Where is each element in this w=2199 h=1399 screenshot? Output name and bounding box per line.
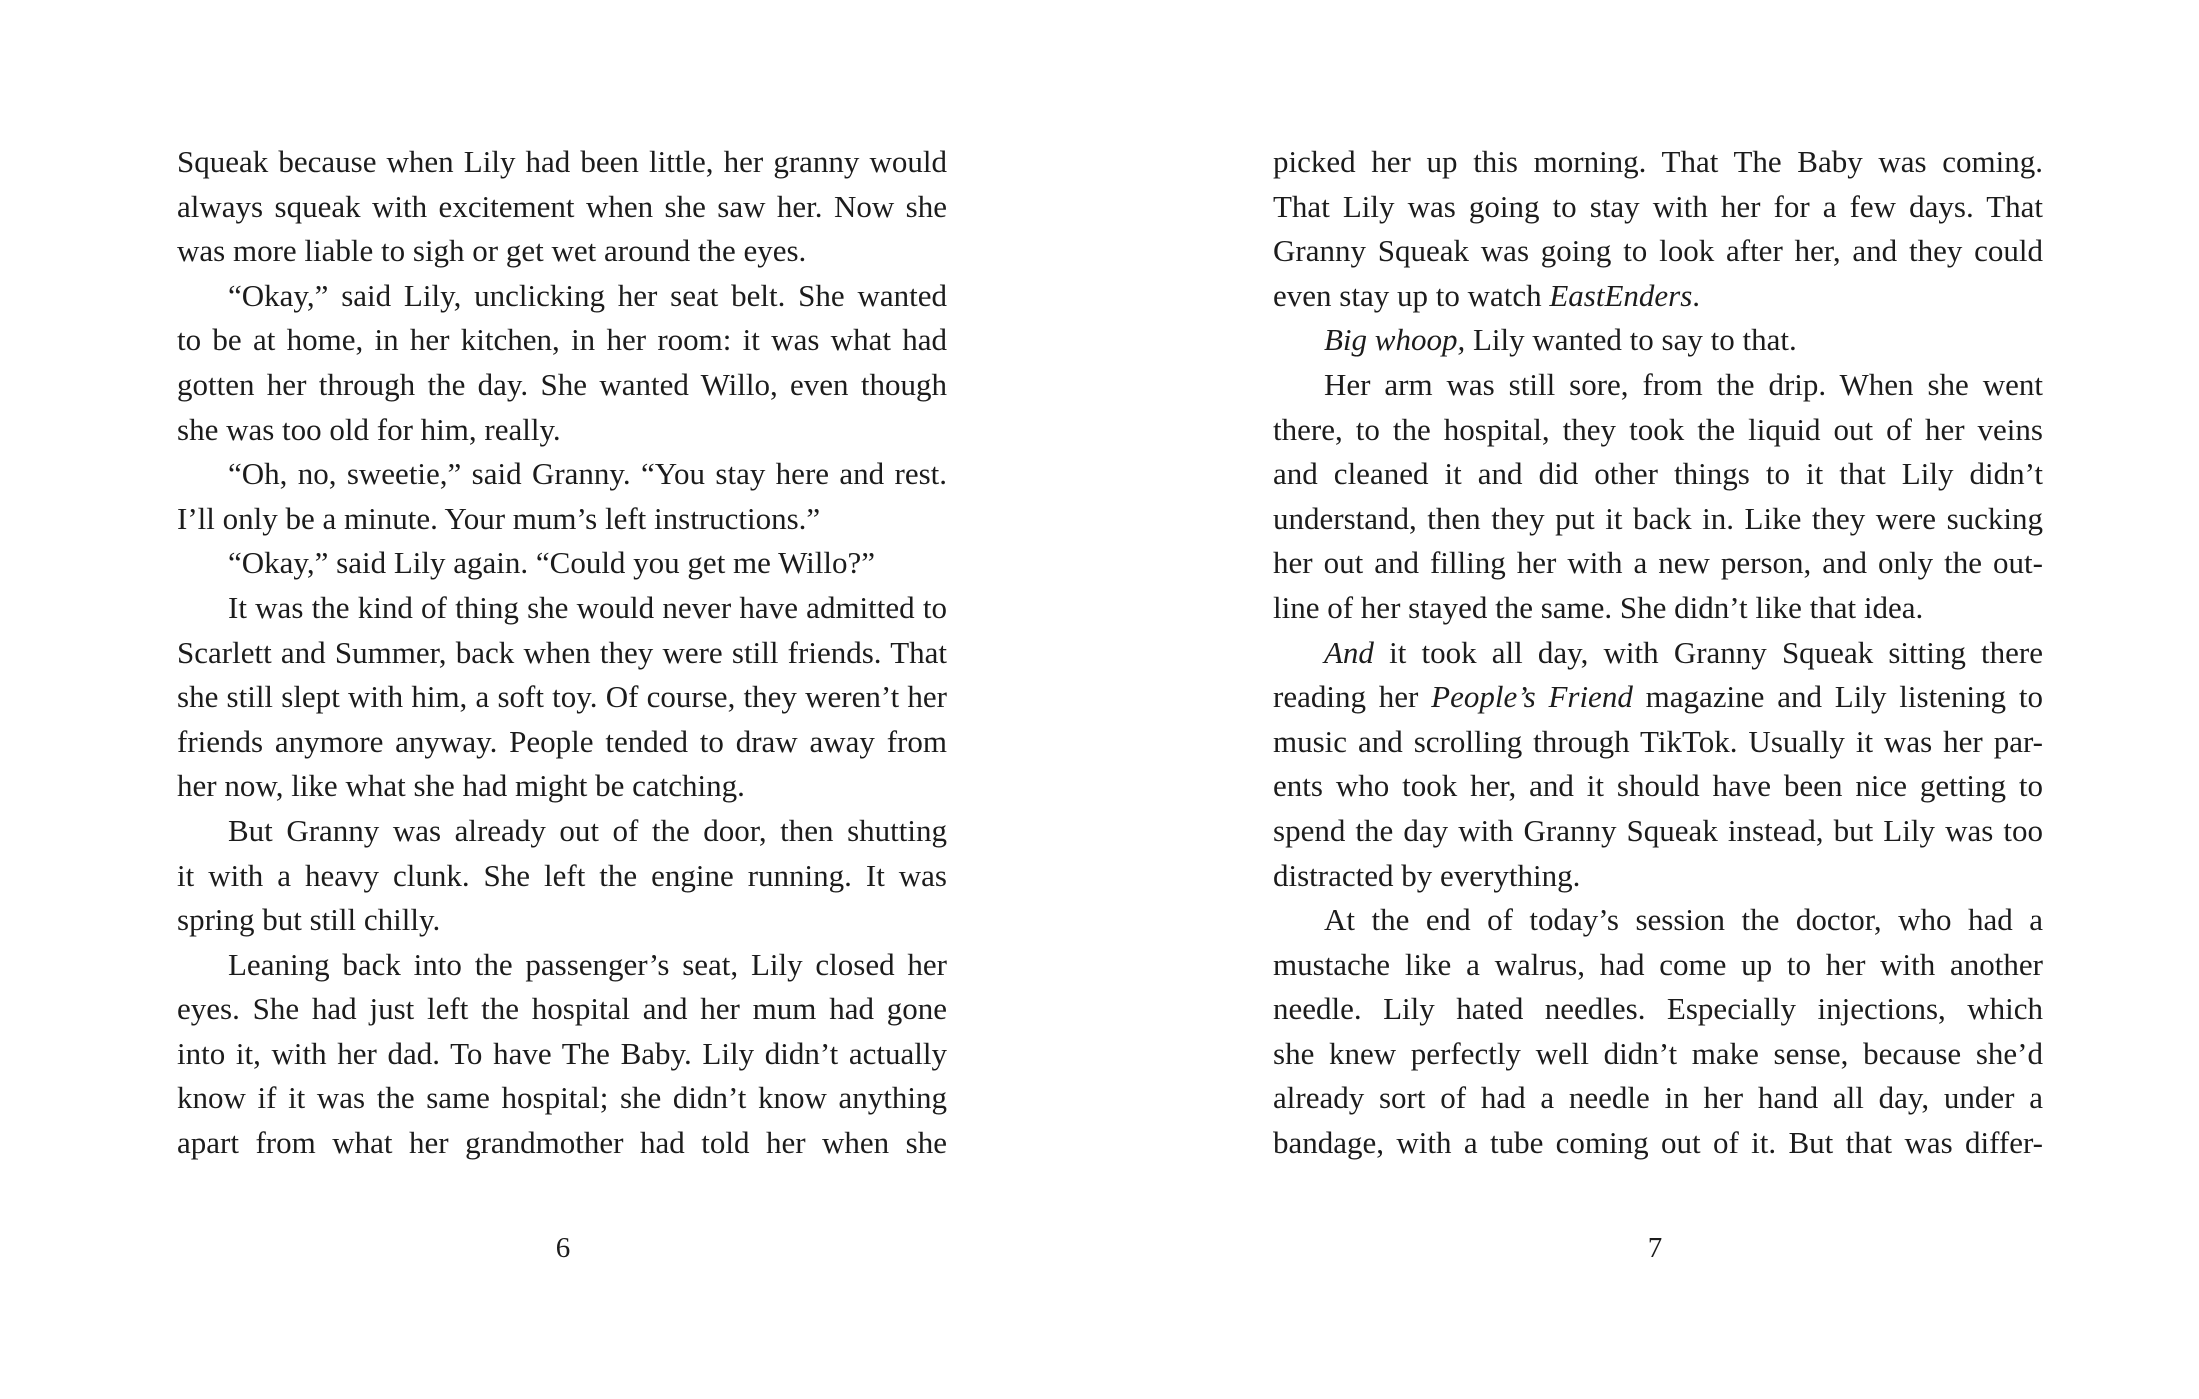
text-line: eyes. She had just left the hospital and her mum had gone: [177, 991, 947, 1027]
text-line: always squeak with excitement when she saw her. Now she: [177, 188, 947, 224]
text-line: “Okay,” said Lily, unclicking her seat belt. She wanted: [228, 277, 947, 313]
text-line: she knew perfectly well didn’t make sense, because she’d: [1273, 1035, 2043, 1071]
text-line: I’ll only be a minute. Your mum’s left instructions.”: [177, 500, 821, 536]
text-line: gotten her through the day. She wanted Willo, even though: [177, 366, 947, 402]
text-line: Granny Squeak was going to look after her, and they could: [1273, 233, 2043, 269]
text-line: was more liable to sigh or get wet around the eyes.: [177, 233, 807, 269]
text-line: “Oh, no, sweetie,” said Granny. “You stay here and rest.: [228, 456, 947, 492]
text-run: it took all day, with Granny Squeak sitting there: [1373, 634, 2043, 670]
right-page: [1099, 0, 2199, 1399]
text-run: reading her: [1273, 679, 1432, 715]
text-line: [1273, 631, 2043, 676]
text-line: apart from what her grandmother had told her when she: [177, 1125, 947, 1161]
text-line: [1273, 675, 2043, 720]
italic-title: EastEnders: [1549, 277, 1693, 313]
italic-word: And: [1324, 634, 1374, 670]
text-line: her out and filling her with a new person, and only the out-: [1273, 545, 2043, 581]
text-line: That Lily was going to stay with her for a few days. That: [1273, 188, 2043, 224]
text-line: to be at home, in her kitchen, in her room: it was what had: [177, 322, 947, 358]
left-page: [0, 0, 1099, 1399]
right-page-text: [1273, 140, 2043, 1166]
text-line: [1273, 318, 2043, 363]
text-line: there, to the hospital, they took the liquid out of her veins: [1273, 411, 2043, 447]
text-run: Lily wanted to say to that.: [1465, 322, 1797, 358]
italic-title: People’s Friend: [1431, 679, 1633, 715]
text-line: spring but still chilly.: [177, 902, 441, 938]
text-line: ents who took her, and it should have been nice getting to: [1273, 768, 2043, 804]
text-line: understand, then they put it back in. Like they were sucking: [1273, 500, 2043, 536]
text-line: distracted by everything.: [1273, 857, 1581, 893]
text-line: bandage, with a tube coming out of it. But that was differ-: [1273, 1125, 2043, 1161]
text-line: she was too old for him, really.: [177, 411, 561, 447]
text-line: already sort of had a needle in her hand all day, under a: [1273, 1080, 2043, 1116]
text-line: into it, with her dad. To have The Baby. Lily didn’t actually: [177, 1035, 947, 1071]
text-line: At the end of today’s session the doctor, who had a: [1324, 902, 2043, 938]
text-line: it with a heavy clunk. She left the engine running. It was: [177, 857, 947, 893]
italic-phrase: Big whoop,: [1324, 322, 1466, 358]
page-number: 7: [1647, 1232, 1663, 1264]
text-line: mustache like a walrus, had come up to her with another: [1273, 946, 2043, 982]
page-number: 6: [555, 1232, 571, 1264]
text-line: It was the kind of thing she would never have admitted to: [228, 589, 947, 625]
text-line: line of her stayed the same. She didn’t like that idea.: [1273, 589, 1924, 625]
text-line: Leaning back into the passenger’s seat, Lily closed her: [228, 946, 947, 982]
text-line: But Granny was already out of the door, then shutting: [228, 812, 947, 848]
text-line: and cleaned it and did other things to it that Lily didn’t: [1273, 456, 2043, 492]
text-line: spend the day with Granny Squeak instead, but Lily was too: [1273, 812, 2043, 848]
text-line: her now, like what she had might be catching.: [177, 768, 745, 804]
text-line: know if it was the same hospital; she didn’t know anything: [177, 1080, 947, 1116]
left-page-text: [177, 140, 947, 1166]
text-run: magazine and Lily listening to: [1632, 679, 2043, 715]
text-line: picked her up this morning. That The Baby was coming.: [1273, 144, 2043, 179]
text-line: Squeak because when Lily had been little, her granny would: [177, 144, 947, 179]
text-line: Her arm was still sore, from the drip. When she went: [1324, 366, 2043, 402]
text-line: [1273, 274, 2043, 319]
text-line: needle. Lily hated needles. Especially injections, which: [1273, 991, 2043, 1027]
text-line: music and scrolling through TikTok. Usually it was her par-: [1273, 723, 2043, 759]
text-line: “Okay,” said Lily again. “Could you get me Willo?”: [228, 545, 875, 581]
text-line: friends anymore anyway. People tended to draw away from: [177, 723, 947, 759]
text-line: she still slept with him, a soft toy. Of course, they weren’t her: [177, 679, 947, 715]
text-run: .: [1692, 277, 1701, 313]
text-run: even stay up to watch: [1273, 277, 1550, 313]
text-line: Scarlett and Summer, back when they were still friends. That: [177, 634, 947, 670]
